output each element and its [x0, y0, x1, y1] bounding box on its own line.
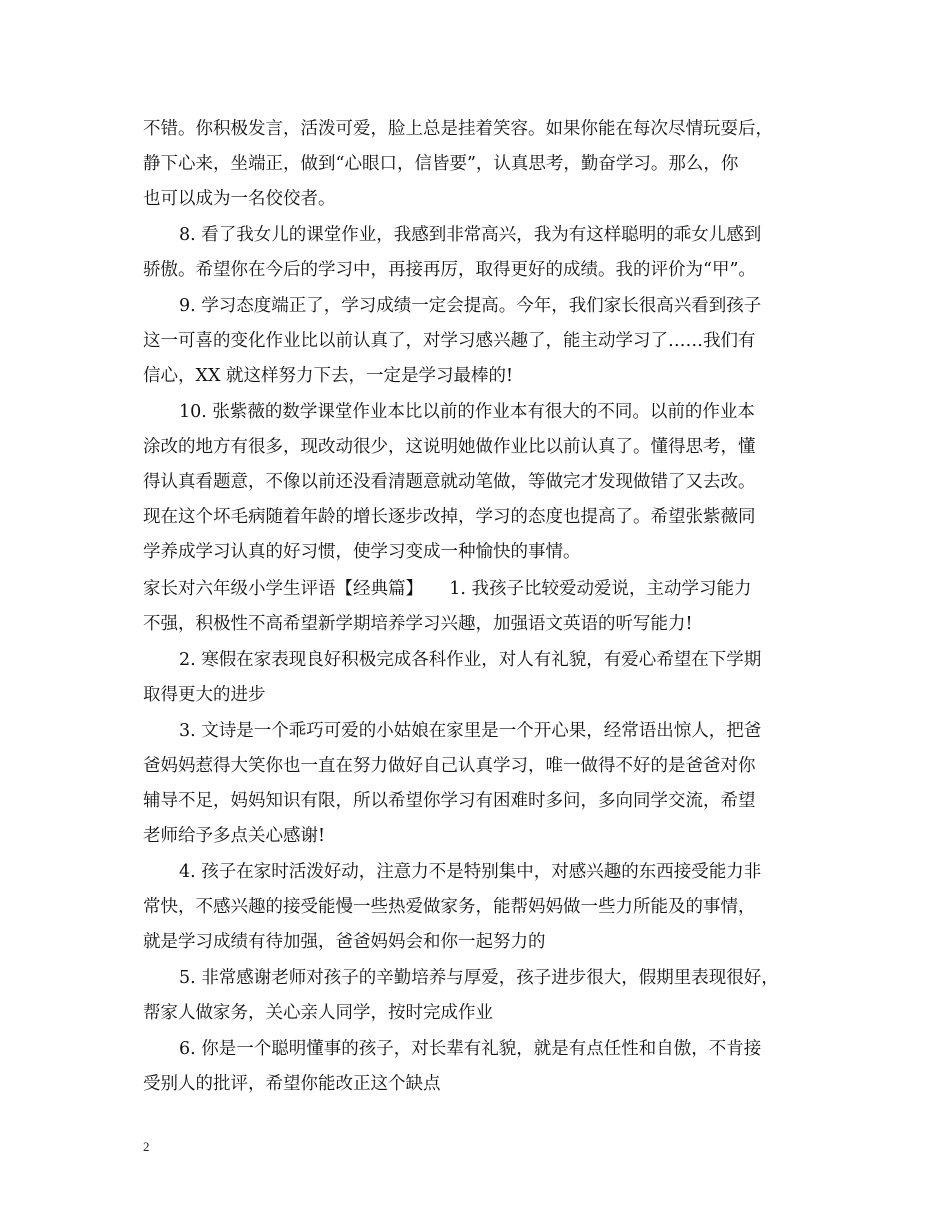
text-line: 不强，积极性不高希望新学期培养学习兴趣，加强语文英语的听写能力! [143, 614, 693, 634]
text-line: 取得更大的进步 [143, 685, 266, 705]
text-line: 辅导不足，妈妈知识有限，所以希望你学习有困难时多问，多向同学交流，希望 [143, 791, 756, 811]
text-line: 老师给予多点关心感谢! [143, 826, 326, 846]
text-line: 6. 你是一个聪明懂事的孩子，对长辈有礼貌，就是有点任性和自傲，不肯接 [179, 1039, 762, 1059]
text-line: 这一可喜的变化作业比以前认真了，对学习感兴趣了，能主动学习了……我们有 [143, 331, 756, 351]
text-line: 也可以成为一名佼佼者。 [143, 189, 336, 209]
text-line: 2. 寒假在家表现良好积极完成各科作业，对人有礼貌，有爱心希望在下学期 [179, 650, 762, 670]
text-line: 学养成学习认真的好习惯，使学习变成一种愉快的事情。 [143, 542, 581, 562]
text-line: 8. 看了我女儿的课堂作业，我感到非常高兴，我为有这样聪明的乖女儿感到 [179, 225, 762, 245]
text-line: 帮家人做家务，关心亲人同学，按时完成作业 [143, 1003, 493, 1023]
text-line: 不错。你积极发言，活泼可爱，脸上总是挂着笑容。如果你能在每次尽情玩耍后， [143, 119, 773, 139]
section-heading-line: 家长对六年级小学生评语【经典篇】 1. 我孩子比较爱动爱说，主动学习能力 [143, 579, 752, 599]
text-line: 常快，不感兴趣的接受能慢一些热爱做家务，能帮妈妈做一些力所能及的事情， [143, 897, 756, 917]
page-number: 2 [143, 1139, 150, 1154]
text-line: 受别人的批评，希望你能改正这个缺点 [143, 1074, 441, 1094]
text-line: 4. 孩子在家时活泼好动，注意力不是特别集中，对感兴趣的东西接受能力非 [179, 862, 762, 882]
text-line: 信心，XX 就这样努力下去，一定是学习最棒的! [143, 366, 514, 386]
text-line: 10. 张紫薇的数学课堂作业本比以前的作业本有很大的不同。以前的作业本 [179, 402, 755, 422]
text-line: 静下心来，坐端正，做到“心眼口，信皆要”，认真思考，勤奋学习。那么，你 [143, 154, 739, 174]
text-line: 9. 学习态度端正了，学习成绩一定会提高。今年，我们家长很高兴看到孩子 [179, 296, 762, 316]
text-line: 3. 文诗是一个乖巧可爱的小姑娘在家里是一个开心果，经常语出惊人，把爸 [179, 721, 762, 741]
text-line: 爸妈妈惹得大笑你也一直在努力做好自己认真学习，唯一做得不好的是爸爸对你 [143, 756, 756, 776]
text-line: 就是学习成绩有待加强，爸爸妈妈会和你一起努力的 [143, 932, 546, 952]
text-line: 涂改的地方有很多，现改动很少，这说明她做作业比以前认真了。懂得思考，懂 [143, 437, 756, 457]
text-line: 现在这个坏毛病随着年龄的增长逐步改掉，学习的态度也提高了。希望张紫薇同 [143, 507, 756, 527]
text-line: 5. 非常感谢老师对孩子的辛勤培养与厚爱，孩子进步很大，假期里表现很好， [179, 968, 779, 988]
text-line: 骄傲。希望你在今后的学习中，再接再厉，取得更好的成绩。我的评价为“甲”。 [143, 260, 756, 280]
text-line: 得认真看题意，不像以前还没看清题意就动笔做，等做完才发现做错了又去改。 [143, 472, 756, 492]
